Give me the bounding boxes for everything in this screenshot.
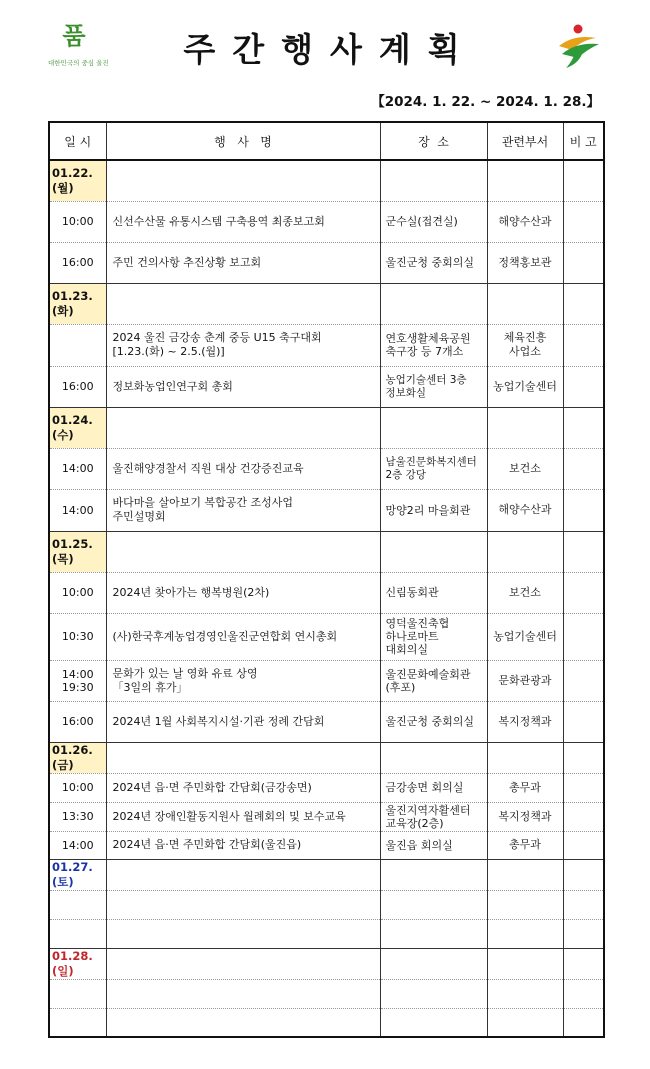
event-cell: 주민 건의사항 추진상황 보고회: [106, 242, 380, 283]
time-cell: 10:00: [49, 773, 106, 802]
empty-cell: [106, 531, 380, 572]
table-row: [49, 613, 604, 660]
note-cell: [563, 242, 604, 283]
table-row: [49, 831, 604, 859]
note-cell: [563, 890, 604, 919]
note-cell: [563, 831, 604, 859]
place-cell: [380, 919, 487, 948]
place-cell: 울진지역자활센터 교육장(2층): [380, 802, 487, 831]
dept-cell: [487, 1008, 563, 1037]
event-cell: 울진해양경찰서 직원 대상 건강증진교육: [106, 448, 380, 489]
date-row: [49, 948, 604, 979]
date-cell: 01.28.(일): [49, 948, 106, 979]
table-row: [49, 572, 604, 613]
event-cell: [106, 979, 380, 1008]
empty-cell: [563, 948, 604, 979]
event-cell: [106, 1008, 380, 1037]
table-row: [49, 802, 604, 831]
place-cell: 군수실(접견실): [380, 201, 487, 242]
event-cell: 바다마을 살아보기 복합공간 조성사업 주민설명회: [106, 489, 380, 531]
event-cell: 2024년 장애인활동지원사 월례회의 및 보수교육: [106, 802, 380, 831]
table-row: [49, 489, 604, 531]
header-datetime: 일 시: [49, 122, 106, 160]
time-cell: 16:00: [49, 366, 106, 407]
event-cell: 2024년 1월 사회복지시설·기관 정례 간담회: [106, 701, 380, 742]
empty-cell: [380, 407, 487, 448]
empty-cell: [487, 859, 563, 890]
dept-cell: [487, 890, 563, 919]
time-cell: 14:00: [49, 831, 106, 859]
empty-cell: [487, 160, 563, 201]
place-cell: 연호생활체육공원 축구장 등 7개소: [380, 324, 487, 366]
place-cell: 농업기술센터 3층 정보화실: [380, 366, 487, 407]
note-cell: [563, 324, 604, 366]
table-row: [49, 919, 604, 948]
place-cell: [380, 890, 487, 919]
empty-cell: [563, 531, 604, 572]
note-cell: [563, 701, 604, 742]
event-cell: 2024 울진 금강송 춘계 중등 U15 축구대회 [1.23.(화) ~ 2.5.(월)]: [106, 324, 380, 366]
table-row: [49, 324, 604, 366]
empty-cell: [380, 160, 487, 201]
place-cell: 울진문화예술회관 (후포): [380, 660, 487, 701]
empty-cell: [106, 742, 380, 773]
schedule-table: [48, 121, 605, 1038]
event-cell: 문화가 있는 날 영화 유료 상영 「3일의 휴가」: [106, 660, 380, 701]
dept-cell: 보건소: [487, 572, 563, 613]
note-cell: [563, 613, 604, 660]
time-cell: 10:00: [49, 572, 106, 613]
empty-cell: [380, 742, 487, 773]
place-cell: 망양2리 마을회관: [380, 489, 487, 531]
county-emblem-icon: [556, 22, 602, 72]
header-place: 장 소: [380, 122, 487, 160]
table-row: [49, 1008, 604, 1037]
place-cell: 신림동회관: [380, 572, 487, 613]
empty-cell: [563, 742, 604, 773]
time-cell: 16:00: [49, 242, 106, 283]
time-cell: [49, 1008, 106, 1037]
event-cell: 정보화농업인연구회 총회: [106, 366, 380, 407]
empty-cell: [563, 283, 604, 324]
note-cell: [563, 201, 604, 242]
time-cell: 16:00: [49, 701, 106, 742]
note-cell: [563, 366, 604, 407]
page-title: 주간행사계획: [183, 30, 477, 69]
table-header-row: [49, 122, 604, 160]
date-row: [49, 531, 604, 572]
note-cell: [563, 919, 604, 948]
header-dept: 관련부서: [487, 122, 563, 160]
dept-cell: 해양수산과: [487, 489, 563, 531]
date-cell: 01.26.(금): [49, 742, 106, 773]
dept-cell: 보건소: [487, 448, 563, 489]
place-cell: [380, 979, 487, 1008]
empty-cell: [563, 859, 604, 890]
note-cell: [563, 572, 604, 613]
note-cell: [563, 773, 604, 802]
event-cell: 2024년 읍·면 주민화합 간담회(울진읍): [106, 831, 380, 859]
time-cell: 14:00 19:30: [49, 660, 106, 701]
empty-cell: [380, 859, 487, 890]
empty-cell: [487, 948, 563, 979]
place-cell: 울진군청 중회의실: [380, 242, 487, 283]
period-range: 【2024. 1. 22. ~ 2024. 1. 28.】: [371, 94, 600, 110]
place-cell: 울진군청 중회의실: [380, 701, 487, 742]
dept-cell: 농업기술센터: [487, 613, 563, 660]
header-event: 행 사 명: [106, 122, 380, 160]
time-cell: [49, 919, 106, 948]
event-cell: [106, 890, 380, 919]
note-cell: [563, 802, 604, 831]
empty-cell: [106, 859, 380, 890]
date-cell: 01.23.(화): [49, 283, 106, 324]
table-row: [49, 979, 604, 1008]
date-row: [49, 407, 604, 448]
empty-cell: [563, 160, 604, 201]
dept-cell: 복지정책과: [487, 802, 563, 831]
table-row: [49, 366, 604, 407]
empty-cell: [106, 407, 380, 448]
empty-cell: [106, 948, 380, 979]
place-cell: 금강송면 회의실: [380, 773, 487, 802]
table-row: [49, 890, 604, 919]
table-row: [49, 660, 604, 701]
note-cell: [563, 979, 604, 1008]
table-row: [49, 201, 604, 242]
logo-left-mark: 품: [62, 22, 86, 50]
event-cell: (사)한국후계농업경영인울진군연합회 연시총회: [106, 613, 380, 660]
empty-cell: [380, 531, 487, 572]
time-cell: 10:30: [49, 613, 106, 660]
dept-cell: 해양수산과: [487, 201, 563, 242]
empty-cell: [380, 948, 487, 979]
empty-cell: [563, 407, 604, 448]
time-cell: [49, 890, 106, 919]
empty-cell: [487, 283, 563, 324]
place-cell: 남울진문화복지센터 2층 강당: [380, 448, 487, 489]
dept-cell: 문화관광과: [487, 660, 563, 701]
dept-cell: [487, 919, 563, 948]
date-cell: 01.27.(토): [49, 859, 106, 890]
table-row: [49, 773, 604, 802]
empty-cell: [106, 160, 380, 201]
time-cell: 14:00: [49, 448, 106, 489]
empty-cell: [487, 407, 563, 448]
event-cell: [106, 919, 380, 948]
table-row: [49, 448, 604, 489]
dept-cell: 복지정책과: [487, 701, 563, 742]
table-row: [49, 242, 604, 283]
place-cell: 울진읍 회의실: [380, 831, 487, 859]
empty-cell: [380, 283, 487, 324]
dept-cell: 총무과: [487, 773, 563, 802]
date-row: [49, 283, 604, 324]
table-row: [49, 701, 604, 742]
event-cell: 2024년 찾아가는 행복병원(2차): [106, 572, 380, 613]
time-cell: 14:00: [49, 489, 106, 531]
header-note: 비 고: [563, 122, 604, 160]
date-cell: 01.25.(목): [49, 531, 106, 572]
date-row: [49, 742, 604, 773]
logo-left-caption: 대한민국의 중심 울진: [48, 59, 109, 67]
event-cell: 2024년 읍·면 주민화합 간담회(금강송면): [106, 773, 380, 802]
note-cell: [563, 660, 604, 701]
event-cell: 신선수산물 유통시스템 구축용역 최종보고회: [106, 201, 380, 242]
note-cell: [563, 489, 604, 531]
time-cell: [49, 979, 106, 1008]
place-cell: 영덕울진축협 하나로마트 대회의실: [380, 613, 487, 660]
empty-cell: [487, 531, 563, 572]
dept-cell: 농업기술센터: [487, 366, 563, 407]
time-cell: 10:00: [49, 201, 106, 242]
time-cell: [49, 324, 106, 366]
empty-cell: [487, 742, 563, 773]
time-cell: 13:30: [49, 802, 106, 831]
date-row: [49, 160, 604, 201]
date-cell: 01.22.(월): [49, 160, 106, 201]
dept-cell: 체육진흥 사업소: [487, 324, 563, 366]
dept-cell: [487, 979, 563, 1008]
empty-cell: [106, 283, 380, 324]
date-cell: 01.24.(수): [49, 407, 106, 448]
date-row: [49, 859, 604, 890]
place-cell: [380, 1008, 487, 1037]
dept-cell: 총무과: [487, 831, 563, 859]
dept-cell: 정책홍보관: [487, 242, 563, 283]
note-cell: [563, 448, 604, 489]
note-cell: [563, 1008, 604, 1037]
